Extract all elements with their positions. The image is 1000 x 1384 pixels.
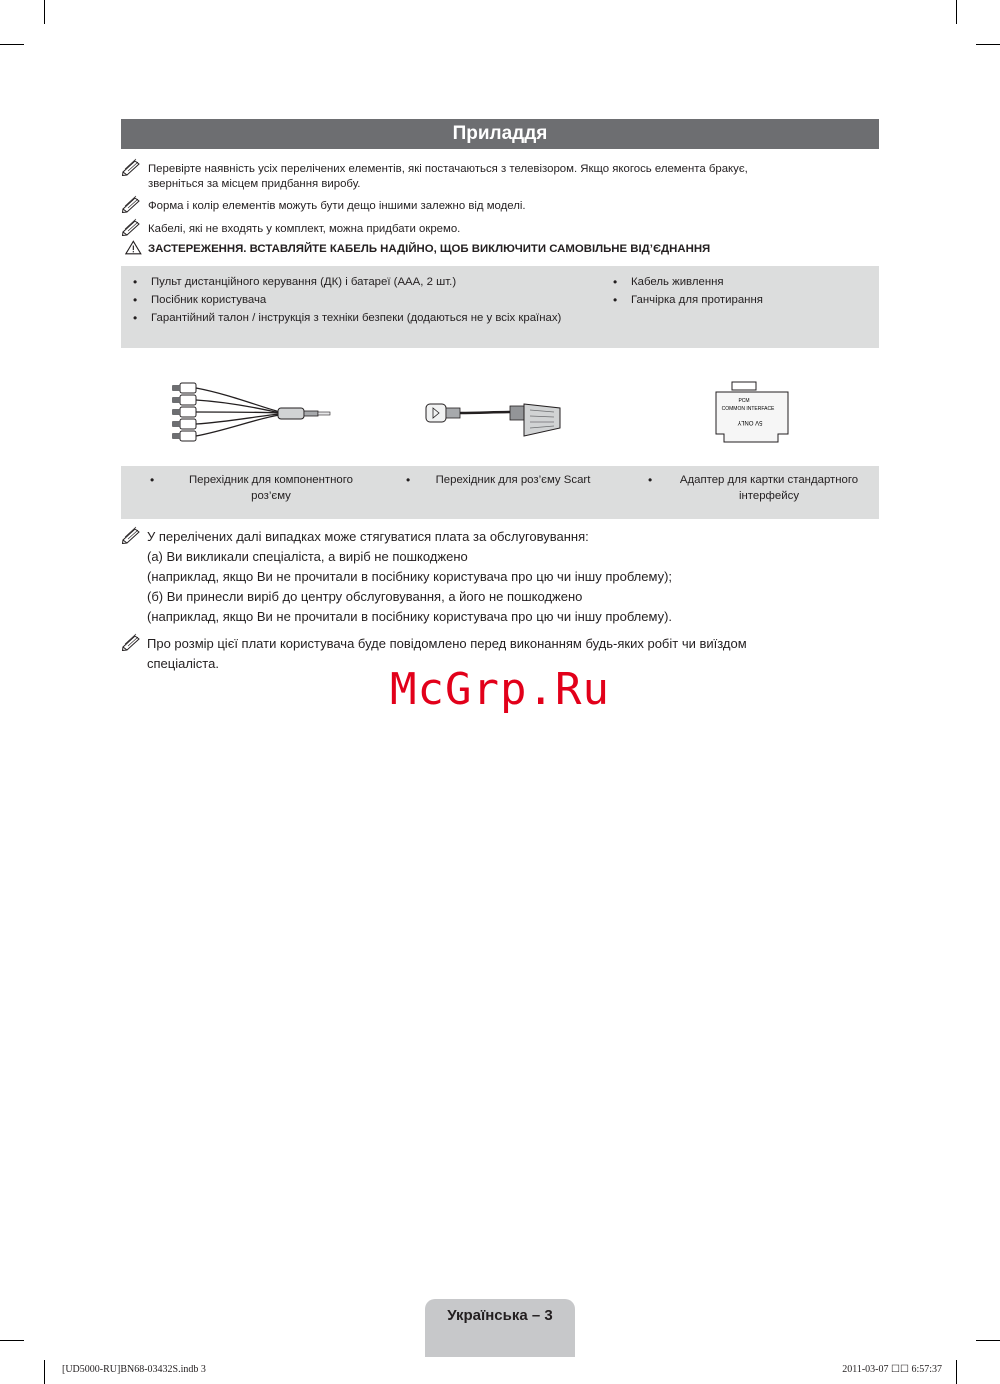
service-note-line: (а) Ви викликали спеціаліста, а виріб не пошкоджено (147, 549, 468, 564)
list-item: • Кабель живлення (607, 273, 763, 291)
crop-mark (44, 0, 45, 24)
crop-mark (956, 1360, 957, 1384)
imprint-right: 2011-03-07 ☐☐ 6:57:37 (842, 1364, 942, 1375)
warning-text: ЗАСТЕРЕЖЕННЯ. ВСТАВЛЯЙТЕ КАБЕЛЬ НАДІЙНО, ЩОБ ВИКЛЮЧИТИ САМОВІЛЬНЕ ВІД’ЄДНАННЯ (148, 243, 711, 255)
list-item: • Ганчірка для протирання (607, 291, 763, 309)
service-note-line: У перелічених далі випадках може стягуватися плата за обслуговування: (147, 529, 589, 544)
note-text: зверніться за місцем придбання виробу. (148, 178, 361, 190)
ci-card-top-text: PCM (738, 398, 750, 404)
bullet: • (150, 473, 155, 487)
accessory-caption (150, 472, 372, 504)
crop-mark (0, 1340, 24, 1341)
accessory-caption (648, 472, 870, 504)
ci-card-adapter-image (708, 380, 794, 444)
page-number-tab: Українська – 3 (425, 1299, 575, 1357)
note-2 (121, 198, 879, 214)
note-text: Перевірте наявність усіх перелічених елементів, які постачаються з телевізором. Якщо якогось елемента бракує, (148, 163, 748, 175)
list-item: • Гарантійний талон / інструкція з техніки безпеки (додаються не у всіх країнах) (127, 309, 561, 327)
crop-mark (956, 0, 957, 24)
accessory-label: Перехідник для компонентного (188, 474, 354, 486)
warning-note (121, 241, 879, 257)
accessory-label: інтерфейсу (738, 490, 800, 502)
contents-list-right (607, 273, 763, 309)
accessory-caption (406, 472, 600, 488)
accessory-label: роз’єму (251, 490, 291, 502)
contents-list-left (127, 273, 561, 327)
pencil-note-icon (121, 526, 145, 544)
fee-note-line: спеціаліста. (147, 656, 219, 671)
section-title: Приладдя (121, 119, 879, 149)
note-1 (121, 161, 879, 193)
fee-note-line: Про розмір цієї плати користувача буде повідомлено перед виконанням будь-яких робіт чи виїздом (147, 636, 747, 651)
crop-mark (0, 44, 24, 45)
pencil-note-icon (121, 158, 145, 176)
bullet: • (406, 473, 411, 487)
warning-icon (125, 239, 145, 257)
ci-card-bottom-text: 5V ONLY (737, 419, 763, 425)
crop-mark (44, 1360, 45, 1384)
accessory-label: Адаптер для картки стандартного (679, 474, 859, 486)
service-note-line: (наприклад, якщо Ви не прочитали в посібнику користувача про цю чи іншу проблему); (147, 569, 673, 584)
accessory-label: Перехідник для роз’єму Scart (435, 474, 591, 486)
note-text: Форма і колір елементів можуть бути дещо іншими залежно від моделі. (148, 200, 526, 212)
scart-adapter-image (420, 392, 570, 444)
service-note-line: (б) Ви принесли виріб до центру обслуговування, а його не пошкоджено (147, 589, 583, 604)
pencil-note-icon (121, 218, 145, 236)
note-3 (121, 221, 879, 237)
pencil-note-icon (121, 633, 145, 651)
crop-mark (976, 44, 1000, 45)
crop-mark (976, 1340, 1000, 1341)
list-item: • Пульт дистанційного керування (ДК) і батареї (ААА, 2 шт.) (127, 273, 561, 291)
imprint-left: [UD5000-RU]BN68-03432S.indb 3 (62, 1364, 206, 1375)
service-note-line: (наприклад, якщо Ви не прочитали в посібнику користувача про цю чи іншу проблему). (147, 609, 673, 624)
component-adapter-image (168, 378, 336, 448)
pencil-note-icon (121, 195, 145, 213)
list-item: • Посібник користувача (127, 291, 561, 309)
bullet: • (648, 473, 653, 487)
ci-card-middle-text: COMMON INTERFACE (721, 406, 775, 412)
note-text: Кабелі, які не входять у комплект, можна придбати окремо. (148, 223, 461, 235)
service-note (121, 527, 879, 629)
watermark: McGrp.Ru (390, 664, 610, 715)
